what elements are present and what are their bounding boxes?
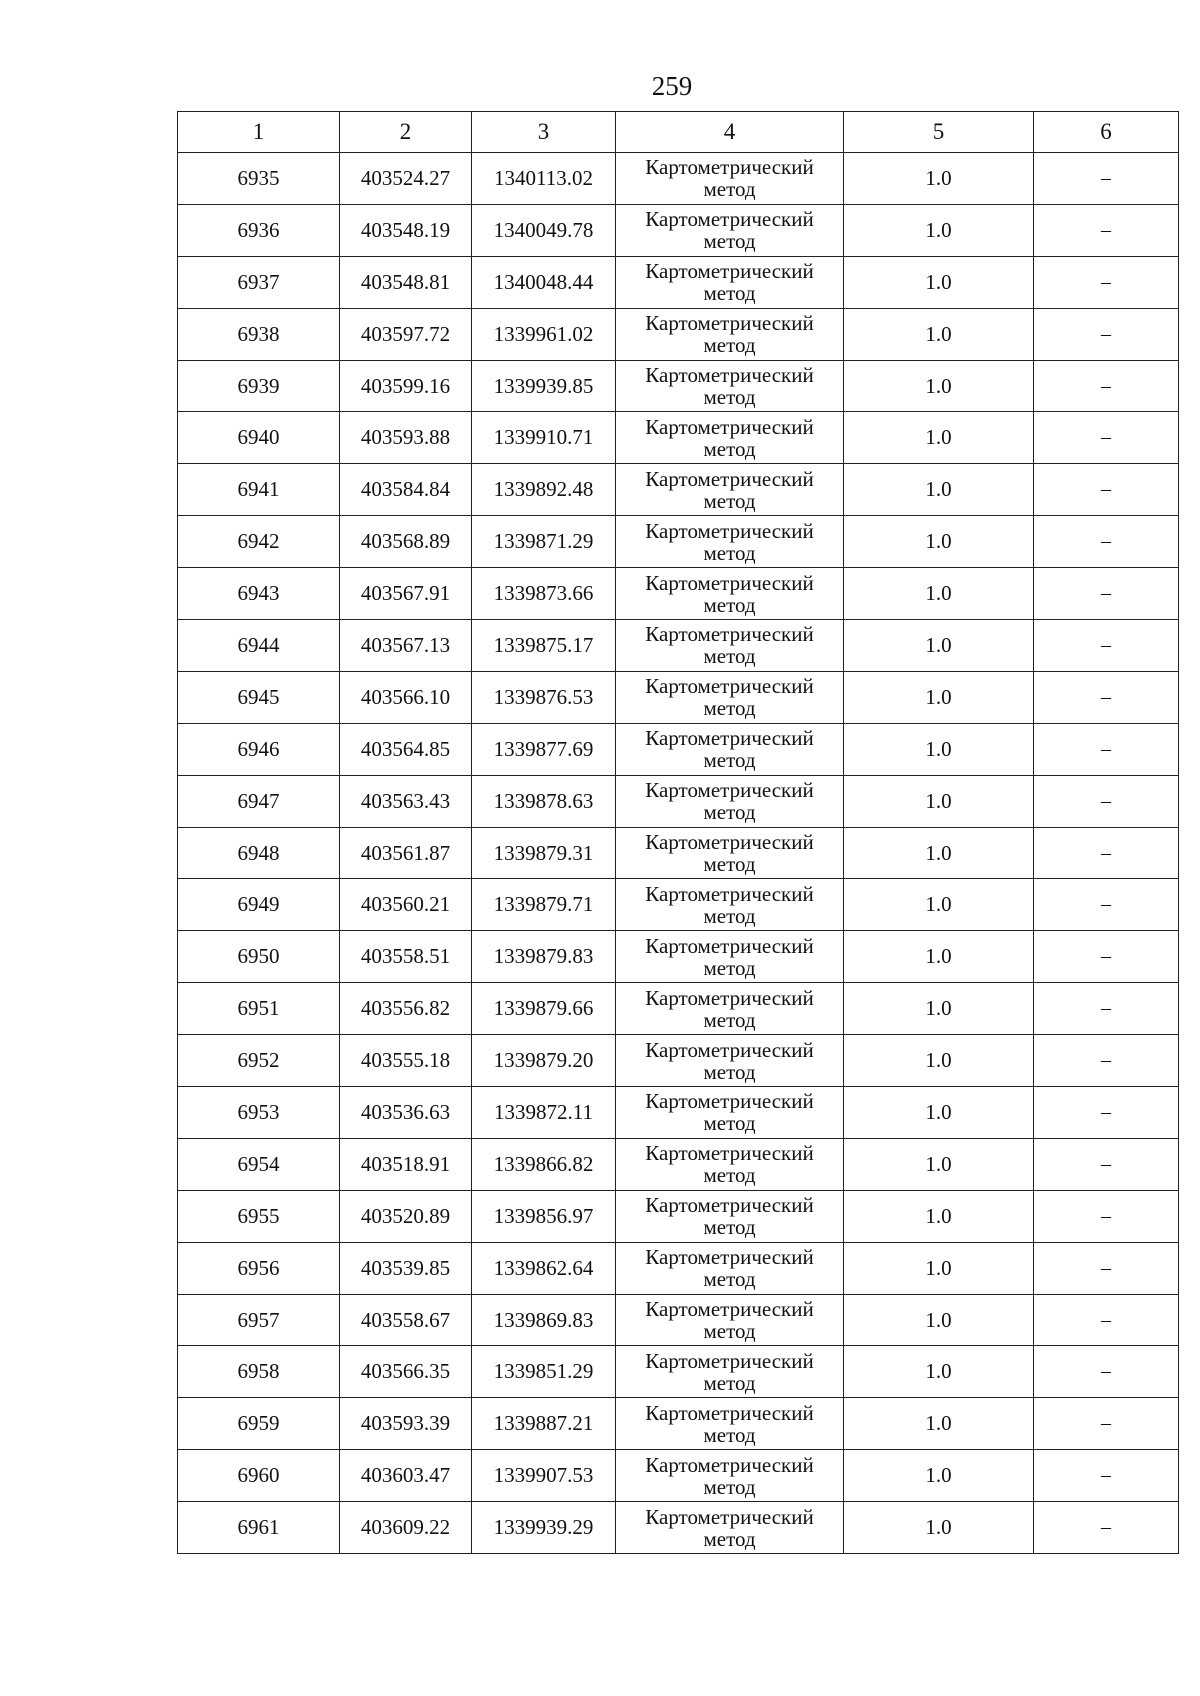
accuracy-cell: 1.0	[844, 723, 1034, 775]
method-line-2: метод	[703, 696, 756, 721]
table-row	[178, 620, 1179, 672]
y-coordinate-cell: 1339851.29	[472, 1346, 616, 1398]
point-number-cell: 6941	[178, 464, 340, 516]
method-line-1: Картометрический	[645, 778, 814, 803]
note-cell: –	[1034, 308, 1179, 360]
table-row	[178, 204, 1179, 256]
method-cell	[616, 931, 844, 983]
note-cell: –	[1034, 620, 1179, 672]
y-coordinate-cell: 1339878.63	[472, 775, 616, 827]
table-row	[178, 1398, 1179, 1450]
note-cell: –	[1034, 568, 1179, 620]
method-line-1: Картометрический	[645, 414, 814, 439]
x-coordinate-cell: 403567.91	[340, 568, 472, 620]
method-line-1: Картометрический	[645, 881, 814, 906]
note-cell: –	[1034, 1398, 1179, 1450]
method-line-2: метод	[703, 1111, 756, 1136]
x-coordinate-cell: 403566.10	[340, 671, 472, 723]
method-line-1: Картометрический	[645, 1452, 814, 1477]
table-row	[178, 1087, 1179, 1139]
method-cell	[616, 983, 844, 1035]
x-coordinate-cell: 403539.85	[340, 1242, 472, 1294]
header-col-6: 6	[1034, 112, 1179, 153]
method-line-2: метод	[703, 436, 756, 461]
table-row	[178, 153, 1179, 205]
note-cell: –	[1034, 153, 1179, 205]
y-coordinate-cell: 1339866.82	[472, 1138, 616, 1190]
x-coordinate-cell: 403548.19	[340, 204, 472, 256]
note-cell: –	[1034, 1346, 1179, 1398]
accuracy-cell: 1.0	[844, 153, 1034, 205]
point-number-cell: 6945	[178, 671, 340, 723]
method-line-1: Картометрический	[645, 207, 814, 232]
y-coordinate-cell: 1339856.97	[472, 1190, 616, 1242]
method-line-2: метод	[703, 1526, 756, 1551]
header-col-3: 3	[472, 112, 616, 153]
method-line-1: Картометрический	[645, 1193, 814, 1218]
method-cell	[616, 1294, 844, 1346]
accuracy-cell: 1.0	[844, 1087, 1034, 1139]
x-coordinate-cell: 403536.63	[340, 1087, 472, 1139]
accuracy-cell: 1.0	[844, 568, 1034, 620]
table-row	[178, 827, 1179, 879]
note-cell: –	[1034, 827, 1179, 879]
point-number-cell: 6956	[178, 1242, 340, 1294]
method-line-1: Картометрический	[645, 622, 814, 647]
table-row	[178, 1502, 1179, 1554]
method-line-1: Картометрический	[645, 1245, 814, 1270]
method-line-2: метод	[703, 333, 756, 358]
method-cell	[616, 723, 844, 775]
accuracy-cell: 1.0	[844, 1502, 1034, 1554]
method-line-1: Картометрический	[645, 726, 814, 751]
x-coordinate-cell: 403593.39	[340, 1398, 472, 1450]
x-coordinate-cell: 403599.16	[340, 360, 472, 412]
x-coordinate-cell: 403584.84	[340, 464, 472, 516]
accuracy-cell: 1.0	[844, 1398, 1034, 1450]
note-cell: –	[1034, 1502, 1179, 1554]
note-cell: –	[1034, 1138, 1179, 1190]
y-coordinate-cell: 1340113.02	[472, 153, 616, 205]
point-number-cell: 6940	[178, 412, 340, 464]
accuracy-cell: 1.0	[844, 360, 1034, 412]
note-cell: –	[1034, 1242, 1179, 1294]
y-coordinate-cell: 1339961.02	[472, 308, 616, 360]
method-line-2: метод	[703, 748, 756, 773]
method-cell	[616, 256, 844, 308]
accuracy-cell: 1.0	[844, 983, 1034, 1035]
method-line-2: метод	[703, 1267, 756, 1292]
table-row	[178, 983, 1179, 1035]
y-coordinate-cell: 1339876.53	[472, 671, 616, 723]
accuracy-cell: 1.0	[844, 412, 1034, 464]
method-line-1: Картометрический	[645, 1400, 814, 1425]
method-line-2: метод	[703, 177, 756, 202]
method-line-2: метод	[703, 592, 756, 617]
table-row	[178, 412, 1179, 464]
point-number-cell: 6939	[178, 360, 340, 412]
y-coordinate-cell: 1339907.53	[472, 1450, 616, 1502]
x-coordinate-cell: 403524.27	[340, 153, 472, 205]
x-coordinate-cell: 403603.47	[340, 1450, 472, 1502]
accuracy-cell: 1.0	[844, 1242, 1034, 1294]
method-cell	[616, 1190, 844, 1242]
table-row	[178, 516, 1179, 568]
point-number-cell: 6936	[178, 204, 340, 256]
note-cell: –	[1034, 1190, 1179, 1242]
method-line-1: Картометрический	[645, 155, 814, 180]
method-cell	[616, 827, 844, 879]
table-row	[178, 1294, 1179, 1346]
point-number-cell: 6955	[178, 1190, 340, 1242]
method-line-2: метод	[703, 1319, 756, 1344]
x-coordinate-cell: 403560.21	[340, 879, 472, 931]
table-row	[178, 464, 1179, 516]
method-cell	[616, 1035, 844, 1087]
method-cell	[616, 204, 844, 256]
note-cell: –	[1034, 1450, 1179, 1502]
method-line-2: метод	[703, 800, 756, 825]
method-line-2: метод	[703, 852, 756, 877]
y-coordinate-cell: 1339887.21	[472, 1398, 616, 1450]
x-coordinate-cell: 403564.85	[340, 723, 472, 775]
accuracy-cell: 1.0	[844, 204, 1034, 256]
method-cell	[616, 360, 844, 412]
method-line-2: метод	[703, 1370, 756, 1395]
y-coordinate-cell: 1339879.31	[472, 827, 616, 879]
header-col-1: 1	[178, 112, 340, 153]
method-cell	[616, 671, 844, 723]
method-line-2: метод	[703, 1163, 756, 1188]
point-number-cell: 6942	[178, 516, 340, 568]
method-cell	[616, 568, 844, 620]
method-line-1: Картометрический	[645, 1504, 814, 1529]
point-number-cell: 6946	[178, 723, 340, 775]
table-row	[178, 723, 1179, 775]
point-number-cell: 6954	[178, 1138, 340, 1190]
point-number-cell: 6957	[178, 1294, 340, 1346]
y-coordinate-cell: 1339910.71	[472, 412, 616, 464]
x-coordinate-cell: 403609.22	[340, 1502, 472, 1554]
header-col-5: 5	[844, 112, 1034, 153]
point-number-cell: 6952	[178, 1035, 340, 1087]
point-number-cell: 6950	[178, 931, 340, 983]
x-coordinate-cell: 403563.43	[340, 775, 472, 827]
page-number: 259	[651, 71, 693, 101]
y-coordinate-cell: 1339939.29	[472, 1502, 616, 1554]
method-line-2: метод	[703, 644, 756, 669]
x-coordinate-cell: 403558.67	[340, 1294, 472, 1346]
accuracy-cell: 1.0	[844, 1294, 1034, 1346]
accuracy-cell: 1.0	[844, 464, 1034, 516]
coordinates-table	[177, 111, 1179, 1554]
table-body	[178, 153, 1179, 1554]
x-coordinate-cell: 403561.87	[340, 827, 472, 879]
y-coordinate-cell: 1339869.83	[472, 1294, 616, 1346]
method-cell	[616, 516, 844, 568]
note-cell: –	[1034, 671, 1179, 723]
point-number-cell: 6951	[178, 983, 340, 1035]
y-coordinate-cell: 1339862.64	[472, 1242, 616, 1294]
x-coordinate-cell: 403555.18	[340, 1035, 472, 1087]
method-line-1: Картометрический	[645, 1297, 814, 1322]
table-row	[178, 1450, 1179, 1502]
accuracy-cell: 1.0	[844, 1035, 1034, 1087]
point-number-cell: 6948	[178, 827, 340, 879]
method-line-1: Картометрический	[645, 674, 814, 699]
point-number-cell: 6947	[178, 775, 340, 827]
table-row	[178, 1138, 1179, 1190]
point-number-cell: 6949	[178, 879, 340, 931]
y-coordinate-cell: 1339939.85	[472, 360, 616, 412]
table-header	[178, 112, 1179, 153]
method-line-1: Картометрический	[645, 830, 814, 855]
method-line-1: Картометрический	[645, 570, 814, 595]
method-line-1: Картометрический	[645, 1348, 814, 1373]
note-cell: –	[1034, 204, 1179, 256]
accuracy-cell: 1.0	[844, 1190, 1034, 1242]
table-row	[178, 1035, 1179, 1087]
method-line-2: метод	[703, 488, 756, 513]
point-number-cell: 6961	[178, 1502, 340, 1554]
x-coordinate-cell: 403548.81	[340, 256, 472, 308]
accuracy-cell: 1.0	[844, 256, 1034, 308]
note-cell: –	[1034, 1294, 1179, 1346]
y-coordinate-cell: 1339879.83	[472, 931, 616, 983]
point-number-cell: 6953	[178, 1087, 340, 1139]
method-line-2: метод	[703, 281, 756, 306]
method-line-1: Картометрический	[645, 518, 814, 543]
method-cell	[616, 1138, 844, 1190]
table-row	[178, 879, 1179, 931]
x-coordinate-cell: 403558.51	[340, 931, 472, 983]
method-line-1: Картометрический	[645, 363, 814, 387]
x-coordinate-cell: 403518.91	[340, 1138, 472, 1190]
table-row	[178, 308, 1179, 360]
x-coordinate-cell: 403568.89	[340, 516, 472, 568]
method-cell	[616, 464, 844, 516]
table-row	[178, 1346, 1179, 1398]
accuracy-cell: 1.0	[844, 1346, 1034, 1398]
method-line-2: метод	[703, 1422, 756, 1447]
y-coordinate-cell: 1339871.29	[472, 516, 616, 568]
table-row	[178, 931, 1179, 983]
note-cell: –	[1034, 879, 1179, 931]
method-cell	[616, 620, 844, 672]
method-cell	[616, 1450, 844, 1502]
method-line-2: метод	[703, 903, 756, 928]
header-col-2: 2	[340, 112, 472, 153]
method-line-2: метод	[703, 540, 756, 565]
method-line-1: Картометрический	[645, 1037, 814, 1062]
method-line-1: Картометрический	[645, 933, 814, 958]
header-col-4: 4	[616, 112, 844, 153]
note-cell: –	[1034, 775, 1179, 827]
method-line-2: метод	[703, 1474, 756, 1499]
note-cell: –	[1034, 412, 1179, 464]
accuracy-cell: 1.0	[844, 671, 1034, 723]
accuracy-cell: 1.0	[844, 620, 1034, 672]
y-coordinate-cell: 1339875.17	[472, 620, 616, 672]
method-line-1: Картометрический	[645, 1089, 814, 1114]
method-cell	[616, 1502, 844, 1554]
method-cell	[616, 1346, 844, 1398]
table-row	[178, 775, 1179, 827]
y-coordinate-cell: 1340048.44	[472, 256, 616, 308]
method-line-1: Картометрический	[645, 311, 814, 336]
method-line-2: метод	[703, 385, 756, 409]
x-coordinate-cell: 403520.89	[340, 1190, 472, 1242]
table-row	[178, 1242, 1179, 1294]
table-row	[178, 1190, 1179, 1242]
y-coordinate-cell: 1340049.78	[472, 204, 616, 256]
accuracy-cell: 1.0	[844, 775, 1034, 827]
method-line-2: метод	[703, 1007, 756, 1032]
method-cell	[616, 775, 844, 827]
method-cell	[616, 1398, 844, 1450]
x-coordinate-cell: 403556.82	[340, 983, 472, 1035]
method-cell	[616, 1087, 844, 1139]
accuracy-cell: 1.0	[844, 516, 1034, 568]
y-coordinate-cell: 1339877.69	[472, 723, 616, 775]
x-coordinate-cell: 403566.35	[340, 1346, 472, 1398]
point-number-cell: 6937	[178, 256, 340, 308]
point-number-cell: 6943	[178, 568, 340, 620]
y-coordinate-cell: 1339872.11	[472, 1087, 616, 1139]
table-row	[178, 671, 1179, 723]
point-number-cell: 6958	[178, 1346, 340, 1398]
y-coordinate-cell: 1339879.20	[472, 1035, 616, 1087]
x-coordinate-cell: 403567.13	[340, 620, 472, 672]
table-row	[178, 568, 1179, 620]
note-cell: –	[1034, 983, 1179, 1035]
accuracy-cell: 1.0	[844, 879, 1034, 931]
method-line-2: метод	[703, 955, 756, 980]
accuracy-cell: 1.0	[844, 931, 1034, 983]
method-cell	[616, 879, 844, 931]
accuracy-cell: 1.0	[844, 827, 1034, 879]
table-row	[178, 360, 1179, 412]
y-coordinate-cell: 1339873.66	[472, 568, 616, 620]
note-cell: –	[1034, 723, 1179, 775]
y-coordinate-cell: 1339879.66	[472, 983, 616, 1035]
point-number-cell: 6938	[178, 308, 340, 360]
note-cell: –	[1034, 360, 1179, 412]
accuracy-cell: 1.0	[844, 1450, 1034, 1502]
y-coordinate-cell: 1339892.48	[472, 464, 616, 516]
method-cell	[616, 153, 844, 205]
note-cell: –	[1034, 1035, 1179, 1087]
header-row	[178, 112, 1179, 153]
method-cell	[616, 308, 844, 360]
method-line-2: метод	[703, 1215, 756, 1240]
method-line-1: Картометрический	[645, 259, 814, 284]
note-cell: –	[1034, 516, 1179, 568]
method-line-1: Картометрический	[645, 466, 814, 491]
point-number-cell: 6959	[178, 1398, 340, 1450]
note-cell: –	[1034, 931, 1179, 983]
method-cell	[616, 412, 844, 464]
x-coordinate-cell: 403593.88	[340, 412, 472, 464]
accuracy-cell: 1.0	[844, 1138, 1034, 1190]
table-row	[178, 256, 1179, 308]
point-number-cell: 6960	[178, 1450, 340, 1502]
note-cell: –	[1034, 1087, 1179, 1139]
method-line-1: Картометрический	[645, 985, 814, 1010]
note-cell: –	[1034, 256, 1179, 308]
method-line-1: Картометрический	[645, 1141, 814, 1166]
method-line-2: метод	[703, 1059, 756, 1084]
point-number-cell: 6935	[178, 153, 340, 205]
point-number-cell: 6944	[178, 620, 340, 672]
accuracy-cell: 1.0	[844, 308, 1034, 360]
method-cell	[616, 1242, 844, 1294]
method-line-2: метод	[703, 229, 756, 254]
y-coordinate-cell: 1339879.71	[472, 879, 616, 931]
note-cell: –	[1034, 464, 1179, 516]
x-coordinate-cell: 403597.72	[340, 308, 472, 360]
